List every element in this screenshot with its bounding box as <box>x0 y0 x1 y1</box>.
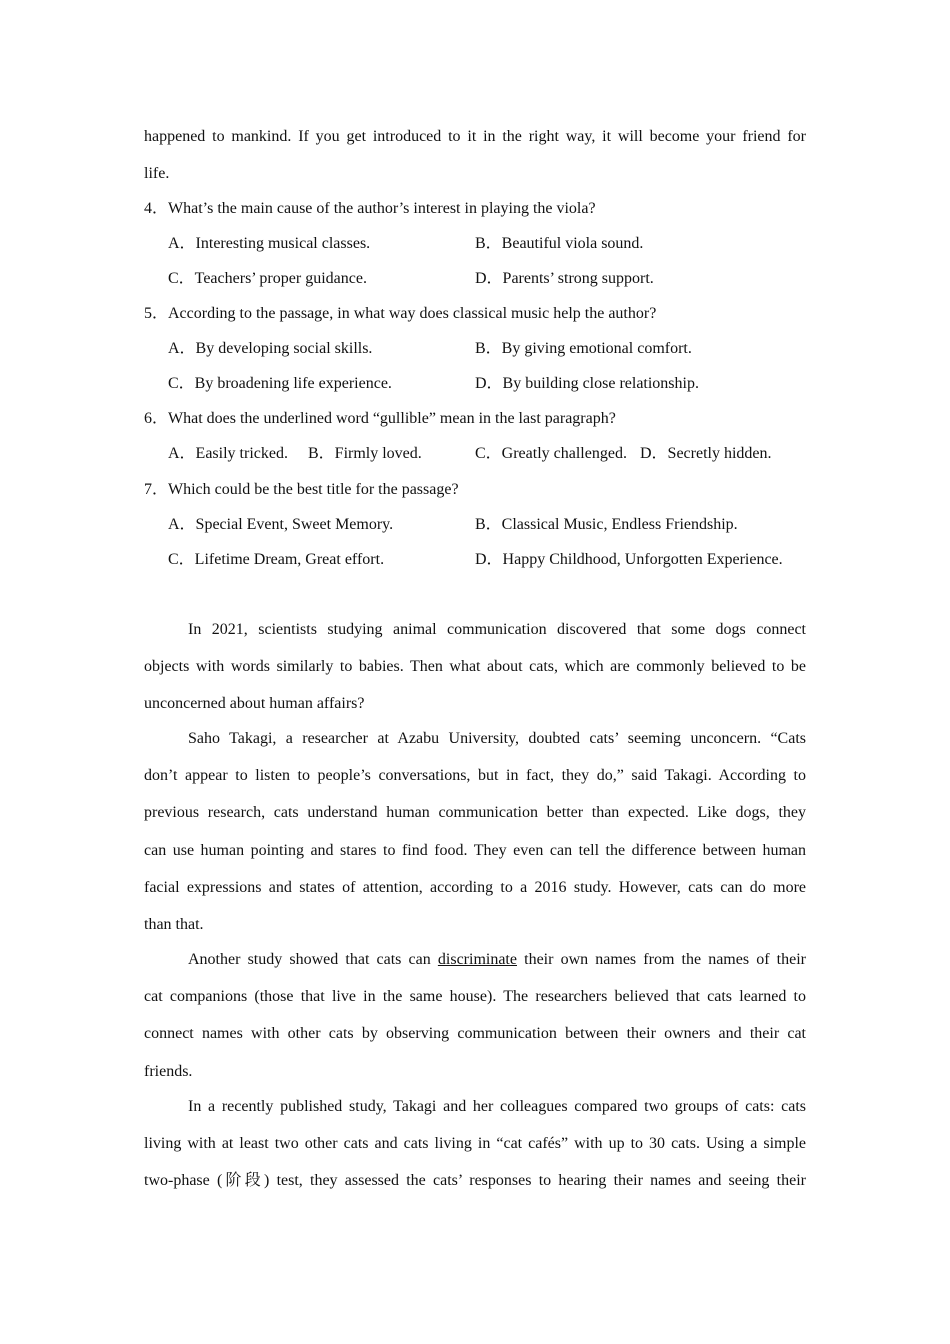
passage-text-line: unconcerned about human affairs? <box>144 695 365 712</box>
question-7-option-a: A．Special Event, Sweet Memory. <box>168 516 394 533</box>
question-7-option-b: B．Classical Music, Endless Friendship. <box>475 516 738 533</box>
question-5-option-b: B．By giving emotional comfort. <box>475 340 692 357</box>
question-7-option-c: C．Lifetime Dream, Great effort. <box>168 551 385 568</box>
question-4-option-b: B．Beautiful viola sound. <box>475 235 644 252</box>
question-5-option-d: D．By building close relationship. <box>475 375 699 392</box>
question-5-stem: 5．According to the passage, in what way does classical music help the author? <box>144 305 657 322</box>
passage-text-line: facial expressions and states of attention, according to a 2016 study. However, cats can do more <box>144 879 806 896</box>
text-run: Another study showed that cats can <box>188 951 438 968</box>
passage-text-line: connect names with other cats by observing communication between their owners and their cat <box>144 1025 806 1042</box>
passage-text-line: cat companions (those that live in the same house). The researchers believed that cats learned to <box>144 988 806 1005</box>
question-6-option-c: C．Greatly challenged. <box>475 445 627 462</box>
underlined-word: discriminate <box>437 951 517 968</box>
passage-text-line: objects with words similarly to babies. Then what about cats, which are commonly believed to be <box>144 658 806 675</box>
question-7-option-d: D．Happy Childhood, Unforgotten Experience. <box>475 551 783 568</box>
passage-text-line <box>188 950 806 970</box>
passage-text-line: don’t appear to listen to people’s conversations, but in fact, they do,” said Takagi. According to <box>144 767 806 784</box>
question-4-option-c: C．Teachers’ proper guidance. <box>168 270 367 287</box>
question-4-option-d: D．Parents’ strong support. <box>475 270 654 287</box>
question-4-stem: 4．What’s the main cause of the author’s interest in playing the viola? <box>144 200 596 217</box>
passage-text-line: than that. <box>144 916 204 933</box>
question-6-option-d: D．Secretly hidden. <box>640 445 772 462</box>
passage-text-line: happened to mankind. If you get introduced to it in the right way, it will become your friend for <box>144 128 806 145</box>
question-5-option-a: A．By developing social skills. <box>168 340 373 357</box>
question-6-stem: 6．What does the underlined word “gullible” mean in the last paragraph? <box>144 410 616 427</box>
passage-text-line: can use human pointing and stares to find food. They even can tell the difference between human <box>144 842 806 859</box>
passage-text-line: friends. <box>144 1063 193 1080</box>
passage-text-line: two-phase (阶段) test, they assessed the cats’ responses to hearing their names and seeing their <box>144 1172 806 1189</box>
passage-text-line: In 2021, scientists studying animal communication discovered that some dogs connect <box>188 621 806 638</box>
question-6-option-b: B．Firmly loved. <box>308 445 422 462</box>
question-6-option-a: A．Easily tricked. <box>168 445 288 462</box>
passage-text-line: Saho Takagi, a researcher at Azabu University, doubted cats’ seeming unconcern. “Cats <box>188 730 806 747</box>
question-4-option-a: A．Interesting musical classes. <box>168 235 371 252</box>
passage-text-line: living with at least two other cats and cats living in “cat cafés” with up to 30 cats. Using a simple <box>144 1135 806 1152</box>
text-run: their own names from the names of their <box>516 951 807 968</box>
passage-text-line: life. <box>144 165 170 182</box>
question-7-stem: 7．Which could be the best title for the passage? <box>144 481 459 498</box>
passage-text-line: previous research, cats understand human communication better than expected. Like dogs, they <box>144 804 806 821</box>
question-5-option-c: C．By broadening life experience. <box>168 375 392 392</box>
passage-text-line: In a recently published study, Takagi and her colleagues compared two groups of cats: cats <box>188 1098 806 1115</box>
